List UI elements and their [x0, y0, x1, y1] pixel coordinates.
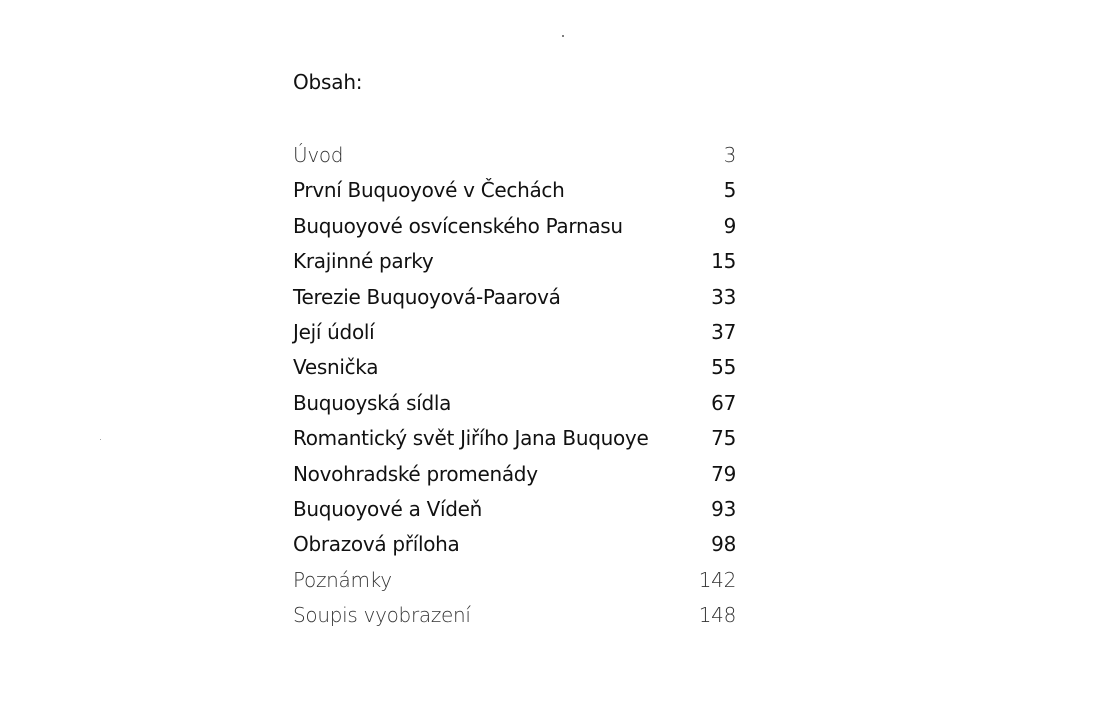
toc-entry — [293, 350, 736, 385]
toc-entry-title: Buquoyové a Vídeň — [293, 496, 483, 521]
toc-entry-title: Krajinné parky — [293, 249, 434, 274]
toc-entry — [293, 421, 736, 456]
toc-entry-page: 98 — [711, 532, 736, 557]
toc-entry-title: Poznámky — [293, 567, 392, 592]
toc-entry — [293, 209, 736, 244]
toc-entry-page: 3 — [723, 143, 736, 167]
toc-entry — [293, 457, 736, 492]
toc-entry-page: 5 — [723, 178, 736, 203]
toc-entry-page: 148 — [698, 603, 736, 628]
toc-entry-title: Obrazová příloha — [293, 532, 460, 557]
toc-entry — [293, 563, 736, 598]
page-title: Obsah: — [293, 70, 363, 94]
toc-entry-page: 79 — [711, 461, 736, 486]
table-of-contents — [293, 138, 736, 633]
toc-entry-title: Úvod — [293, 143, 344, 167]
toc-entry-title: Buquoyové osvícenského Parnasu — [293, 213, 623, 238]
toc-entry-page: 142 — [698, 567, 736, 592]
scan-speck — [100, 439, 101, 440]
toc-entry — [293, 386, 736, 421]
toc-entry-page: 9 — [723, 213, 736, 238]
toc-entry-page: 67 — [711, 390, 736, 415]
scan-speck — [562, 35, 564, 37]
toc-entry — [293, 280, 736, 315]
toc-entry — [293, 315, 736, 350]
toc-entry-page: 55 — [711, 355, 736, 380]
toc-entry-page: 93 — [711, 496, 736, 521]
toc-entry — [293, 598, 736, 633]
toc-entry-title: První Buquoyové v Čechách — [293, 178, 565, 203]
toc-entry-title: Buquoyská sídla — [293, 390, 452, 415]
toc-entry — [293, 138, 736, 173]
toc-entry-page: 75 — [711, 426, 736, 451]
toc-entry-page: 15 — [711, 249, 736, 274]
toc-entry-title: Terezie Buquoyová-Paarová — [293, 284, 561, 309]
toc-entry-title: Její údolí — [293, 319, 375, 344]
toc-entry — [293, 527, 736, 562]
toc-entry-title: Novohradské promenády — [293, 461, 538, 486]
toc-entry-title: Romantický svět Jiřího Jana Buquoye — [293, 426, 649, 451]
toc-entry — [293, 492, 736, 527]
toc-entry-page: 33 — [711, 284, 736, 309]
toc-entry-page: 37 — [711, 319, 736, 344]
toc-entry — [293, 244, 736, 279]
toc-entry-title: Soupis vyobrazení — [293, 603, 471, 628]
toc-entry — [293, 173, 736, 208]
toc-entry-title: Vesnička — [293, 355, 379, 380]
